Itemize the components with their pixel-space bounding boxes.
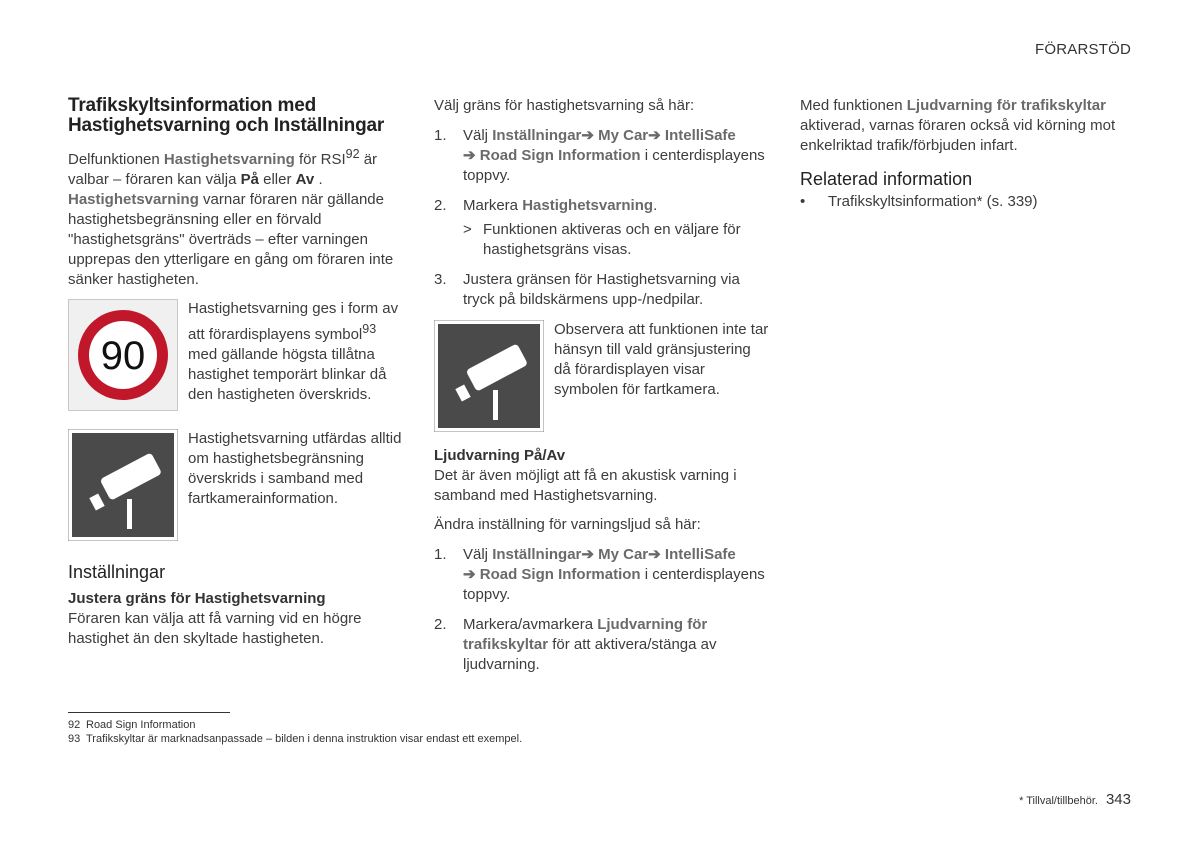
steps-lead: Välj gräns för hastighetsvarning så här: — [434, 97, 695, 114]
footnote-item: 93 Trafikskyltar är marknadsanpassade – bilden i denna instruktion visar endast ett exempel. — [68, 733, 523, 745]
column-3 — [800, 96, 1135, 212]
step-item: 1. Välj Inställningar➔ My Car➔ IntelliSafe ➔ Road Sign Information i centerdisplayens toppvy. — [434, 546, 765, 603]
settings-heading: Inställningar — [68, 562, 166, 582]
audio-lead: Ändra inställning för varningsljud så här: — [434, 516, 701, 533]
step-result: > Funktionen aktiveras och en väljare för hastighetsgräns visas. — [463, 221, 741, 258]
steps-list — [434, 126, 769, 310]
audio-text: Det är även möjligt att få en akustisk varning i samband med Hastighetsvarning. — [434, 467, 737, 504]
footnote-item: 92 Road Sign Information — [68, 719, 196, 731]
related-heading: Relaterad information — [800, 169, 973, 189]
step-item: 2. Markera/avmarkera Ljudvarning för trafikskyltar för att aktivera/stänga av ljudvarning. — [434, 616, 717, 673]
related-link[interactable] — [800, 192, 1135, 212]
adjust-limit-text: Föraren kan välja att få varning vid en högre hastighet än den skyltade hastigheten. — [68, 610, 362, 647]
speed-sign-value: 90 — [100, 334, 146, 378]
step-item: 2. Markera Hastighetsvarning. > Funktionen aktiveras och en väljare för hastighetsgräns visas. — [434, 196, 769, 260]
page-footer — [1019, 790, 1131, 811]
speed-camera-sign-icon — [434, 320, 544, 432]
camera-note-block — [434, 320, 769, 432]
intro-paragraph: Delfunktionen Hastighetsvarning för RSI$^{92}$ är valbar – föraren kan välja På eller Av . Hastighetsvarning varnar föraren när gällande hastighetsbegränsning eller en förvald "hastighetsgräns" överträds – efter varningen upprepas den ytterligare en gång om föraren inte sänker hastigheten. — [68, 147, 394, 288]
footnote-ref-92[interactable]: 92 — [345, 147, 360, 161]
camera-note-text: Observera att funktionen inte tar hänsyn till vald gränsjustering då förardisplayen visar symbolen för fartkamera. — [554, 321, 769, 398]
speed-sign-block — [68, 299, 403, 411]
optional-note: * Tillval/tillbehör. — [1019, 795, 1098, 807]
column-1 — [68, 96, 403, 649]
audio-warning-note: Med funktionen Ljudvarning för trafikskyltar aktiverad, varnas föraren också vid körning mot enkelriktad trafik/förbjuden infart. — [800, 97, 1116, 154]
arrow-icon: ➔ — [463, 566, 476, 583]
speed-limit-sign-image — [68, 299, 178, 411]
footnote-ref-93[interactable]: 93 — [362, 322, 377, 336]
page-number: 343 — [1105, 791, 1131, 808]
audio-steps-list — [434, 545, 769, 675]
arrow-icon: ➔ — [581, 127, 594, 144]
adjust-limit-heading: Justera gräns för Hastighetsvarning — [68, 590, 326, 607]
footnote-divider — [68, 712, 230, 713]
speed-sign-description: Hastighetsvarning ges i form av att förardisplayens symbol$^{93}$ med gällande högsta tillåtna hastighet temporärt blinkar då den hastigheten överskrids. — [188, 300, 399, 403]
arrow-icon: ➔ — [581, 546, 594, 563]
term-hastighetsvarning: Hastighetsvarning — [163, 151, 295, 168]
speed-camera-sign-icon — [68, 429, 178, 541]
audio-heading: Ljudvarning På/Av — [434, 447, 566, 464]
arrow-icon: ➔ — [648, 127, 661, 144]
speed-camera-description: Hastighetsvarning utfärdas alltid om hastighetsbegränsning överskrids i samband med fartkamerainformation. — [188, 430, 402, 507]
footnotes — [68, 718, 522, 746]
menu-path-installningar: Inställningar — [492, 127, 582, 144]
page-title: Trafikskyltsinformation med Hastighetsvarning och Inställningar — [68, 95, 385, 136]
related-link-label[interactable]: Trafikskyltsinformation* (s. 339) — [828, 193, 1038, 210]
arrow-icon: ➔ — [648, 546, 661, 563]
speed-limit-sign-icon — [75, 307, 171, 403]
column-2 — [434, 96, 769, 685]
step-item: 1. Välj Inställningar➔ My Car➔ IntelliSafe ➔ Road Sign Information i centerdisplayens toppvy. — [434, 127, 765, 184]
bullet-icon: • — [800, 193, 806, 210]
arrow-icon: ➔ — [463, 147, 476, 164]
speed-camera-block — [68, 429, 403, 541]
section-title: FÖRARSTÖD — [1035, 41, 1131, 58]
step-item: 3. Justera gränsen för Hastighetsvarning via tryck på bildskärmens upp-/nedpilar. — [434, 271, 740, 308]
